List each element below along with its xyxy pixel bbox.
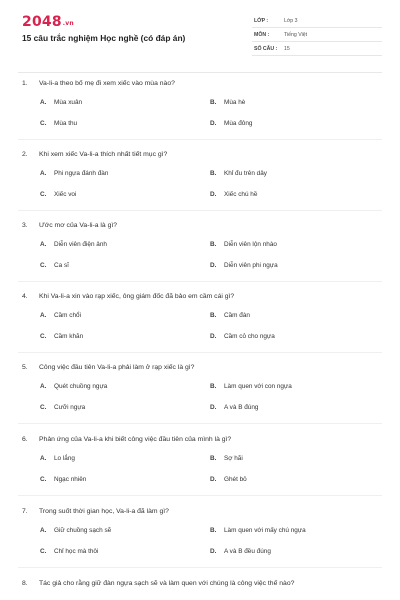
option-letter: C.	[40, 191, 47, 198]
option-letter: B.	[210, 527, 217, 534]
question-number: 6.	[22, 436, 28, 443]
option-letter: A.	[40, 527, 47, 534]
option-text: Phi ngựa đánh đàn	[54, 170, 109, 177]
option-letter: B.	[210, 312, 217, 319]
meta-value: 15	[284, 46, 290, 52]
question-number: 7.	[22, 508, 28, 515]
option-c[interactable]	[40, 404, 85, 411]
question-text	[22, 508, 169, 515]
option-a[interactable]	[40, 383, 107, 390]
option-d[interactable]	[210, 120, 252, 127]
option-b[interactable]	[210, 527, 306, 534]
option-letter: A.	[40, 170, 47, 177]
option-a[interactable]	[40, 170, 108, 177]
option-letter: D.	[210, 191, 217, 198]
site-logo[interactable]	[22, 14, 74, 30]
option-text: Xiếc voi	[54, 191, 77, 198]
option-text: Cưỡi ngựa	[54, 404, 86, 411]
option-letter: A.	[40, 383, 47, 390]
option-a[interactable]	[40, 312, 81, 319]
question-text	[22, 222, 117, 229]
option-d[interactable]	[210, 476, 247, 483]
option-text: Mùa hè	[224, 99, 246, 106]
meta-row-question-count	[252, 42, 382, 56]
meta-label: MÔN :	[254, 32, 270, 38]
question-divider	[18, 423, 382, 424]
option-b[interactable]	[210, 455, 243, 462]
option-text: Cầm khăn	[54, 333, 84, 340]
option-text: Mùa thu	[54, 120, 78, 127]
option-text: Quét chuồng ngựa	[54, 383, 108, 390]
option-letter: D.	[210, 404, 217, 411]
option-letter: D.	[210, 548, 217, 555]
option-text: Cầm chổi	[54, 312, 81, 319]
document-title: 15 câu trắc nghiệm Học nghề (có đáp án)	[22, 33, 186, 43]
question-text	[22, 436, 231, 443]
option-letter: B.	[210, 383, 217, 390]
question-number: 3.	[22, 222, 28, 229]
question-text	[22, 80, 175, 87]
question-divider	[18, 567, 382, 568]
question-item	[0, 151, 400, 223]
question-divider	[18, 352, 382, 353]
option-c[interactable]	[40, 548, 98, 555]
option-text: Giữ chuồng sạch sẽ	[54, 527, 112, 534]
option-letter: D.	[210, 120, 217, 127]
option-text: Mùa xuân	[54, 99, 83, 106]
question-item	[0, 293, 400, 365]
option-a[interactable]	[40, 241, 107, 248]
option-b[interactable]	[210, 383, 292, 390]
meta-label: LỚP :	[254, 18, 269, 24]
option-letter: B.	[210, 241, 217, 248]
option-letter: B.	[210, 170, 217, 177]
question-divider	[18, 139, 382, 140]
option-letter: C.	[40, 262, 47, 269]
meta-row-subject	[252, 28, 382, 42]
question-item	[0, 508, 400, 580]
question-number: 8.	[22, 580, 28, 587]
question-prompt: Tác giả cho rằng giữ đàn ngựa sạch sẽ và làm quen với chúng là công việc thế nào?	[39, 580, 295, 587]
option-text: Ghét bỏ	[224, 476, 247, 483]
option-b[interactable]	[210, 241, 277, 248]
question-item	[0, 222, 400, 294]
option-text: Ca sĩ	[54, 262, 69, 269]
option-text: Diễn viên phi ngựa	[224, 262, 278, 269]
option-letter: A.	[40, 99, 47, 106]
option-d[interactable]	[210, 548, 271, 555]
option-text: Diễn viên điện ảnh	[54, 241, 107, 248]
question-number: 1.	[22, 80, 28, 87]
option-letter: D.	[210, 262, 217, 269]
option-text: Làm quen với con ngựa	[224, 383, 292, 390]
question-text	[22, 151, 167, 158]
option-c[interactable]	[40, 333, 83, 340]
option-letter: A.	[40, 455, 47, 462]
option-text: Mùa đông	[224, 120, 253, 127]
option-d[interactable]	[210, 333, 275, 340]
question-divider	[18, 210, 382, 211]
option-d[interactable]	[210, 262, 278, 269]
option-letter: A.	[40, 241, 47, 248]
option-d[interactable]	[210, 404, 258, 411]
option-b[interactable]	[210, 170, 267, 177]
question-divider	[18, 495, 382, 496]
question-item	[0, 80, 400, 152]
option-text: Ngạc nhiên	[54, 476, 87, 483]
question-item	[0, 436, 400, 508]
logo-tld: .vn	[62, 20, 74, 27]
option-text: Khỉ đu trên dây	[224, 170, 267, 177]
question-prompt: Khi xem xiếc Va-li-a thích nhất tiết mục gì?	[39, 151, 168, 158]
option-c[interactable]	[40, 262, 69, 269]
option-letter: B.	[210, 455, 217, 462]
option-b[interactable]	[210, 99, 245, 106]
option-text: A và B đúng	[224, 404, 259, 411]
option-a[interactable]	[40, 99, 82, 106]
option-c[interactable]	[40, 120, 77, 127]
question-text	[22, 364, 194, 371]
option-text: Xiếc chú hề	[224, 191, 258, 198]
meta-row-grade	[252, 14, 382, 28]
logo-text: 2048	[22, 14, 62, 30]
question-prompt: Ước mơ của Va-li-a là gì?	[39, 222, 118, 229]
option-letter: A.	[40, 312, 47, 319]
question-item	[0, 580, 400, 600]
option-text: Diễn viên lộn nhào	[224, 241, 277, 248]
option-letter: C.	[40, 404, 47, 411]
option-text: A và B đều đúng	[224, 548, 271, 555]
option-letter: D.	[210, 476, 217, 483]
option-text: Cầm cỏ cho ngựa	[224, 333, 275, 340]
question-prompt: Khi Va-li-a xin vào rạp xiếc, ông giám đốc đã bảo em cầm cái gì?	[39, 293, 235, 300]
option-d[interactable]	[210, 191, 257, 198]
option-text: Sợ hãi	[224, 455, 243, 462]
question-text	[22, 293, 234, 300]
option-c[interactable]	[40, 476, 86, 483]
option-letter: C.	[40, 333, 47, 340]
meta-value: Lớp 3	[284, 18, 298, 24]
option-letter: C.	[40, 120, 47, 127]
question-prompt: Phản ứng của Va-li-a khi biết công việc đầu tiên của mình là gì?	[39, 436, 232, 443]
meta-label: SỐ CÂU :	[254, 46, 278, 52]
option-letter: D.	[210, 333, 217, 340]
meta-value: Tiếng Việt	[284, 32, 308, 38]
option-text: Cầm đàn	[224, 312, 250, 319]
question-prompt: Công việc đầu tiên Va-li-a phải làm ở rạp xiếc là gì?	[39, 364, 195, 371]
question-prompt: Va-li-a theo bố mẹ đi xem xiếc vào mùa nào?	[39, 80, 175, 87]
option-a[interactable]	[40, 527, 111, 534]
option-letter: C.	[40, 548, 47, 555]
question-divider	[18, 281, 382, 282]
option-text: Chỉ học mà thôi	[54, 548, 99, 555]
option-c[interactable]	[40, 191, 76, 198]
question-text	[22, 580, 294, 587]
option-a[interactable]	[40, 455, 75, 462]
question-number: 4.	[22, 293, 28, 300]
option-b[interactable]	[210, 312, 250, 319]
question-number: 5.	[22, 364, 28, 371]
page-header	[0, 0, 400, 68]
option-text: Lo lắng	[54, 455, 75, 462]
option-text: Làm quen với mấy chú ngựa	[224, 527, 306, 534]
question-item	[0, 364, 400, 436]
header-divider	[18, 72, 382, 73]
question-prompt: Trong suốt thời gian học, Va-li-a đã làm gì?	[39, 508, 169, 515]
option-letter: C.	[40, 476, 47, 483]
question-number: 2.	[22, 151, 28, 158]
option-letter: B.	[210, 99, 217, 106]
